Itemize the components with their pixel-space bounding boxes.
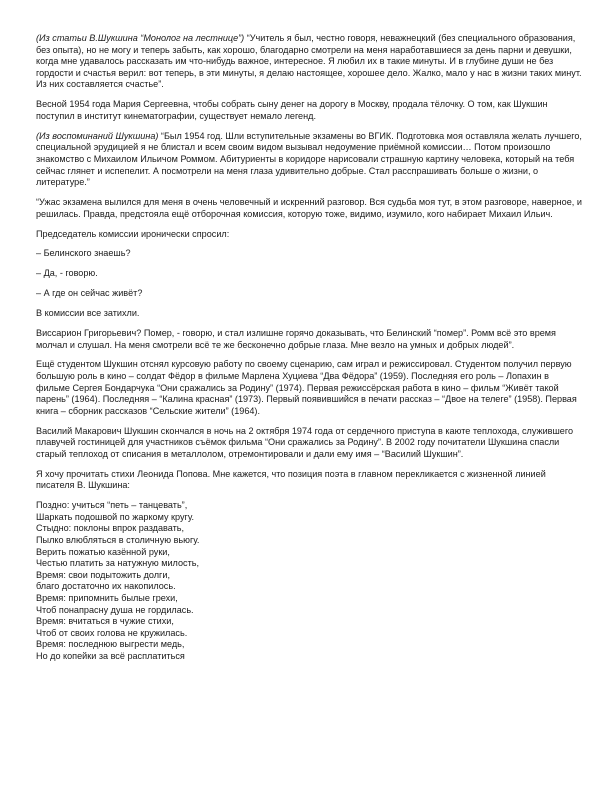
paragraph-text: – Да, - говорю.	[36, 268, 98, 279]
paragraph-text: Я хочу прочитать стихи Леонида Попова. Мне кажется, что позиция поэта в главном перекликается с жизненной линией писателя В. Шукшина:	[36, 468, 546, 491]
paragraph-2	[36, 99, 582, 122]
paragraph-text: Председатель комиссии иронически спросил:	[36, 228, 230, 239]
paragraph-text: Ещё студентом Шукшин отснял курсовую работу по своему сценарию, сам играл и режиссировал. Студентом получил первую большую роль в кино – солдат Фёдор в фильме Марлена Хуциева “Два Фёдора” (1959). Последняя его роль – Лопахин в фильме Сергея Бондарчука “Они сражались за Родину” (1974). Первая режиссёрская работа в кино – фильм “Живёт такой парень” (1964). Последняя – “Калина красная” (1973). Первый появившийся в печати рассказ – “Двое на телеге” (1958). Первая книга – сборник рассказов “Сельские жители” (1964).	[36, 359, 577, 416]
poem-line: Время: свои подытожить долги,	[36, 569, 170, 580]
poem-line: Время: вчитаться в чужие стихи,	[36, 616, 174, 627]
paragraph-12	[36, 426, 582, 461]
poem-line: Шаркать подошвой по жаркому кругу.	[36, 511, 194, 522]
paragraph-text: – А где он сейчас живёт?	[36, 288, 143, 299]
poem-line: Время: припомнить былые грехи,	[36, 593, 178, 604]
paragraph-5	[36, 229, 582, 241]
poem-line: Поздно: учиться “петь – танцевать”,	[36, 500, 188, 511]
paragraph-3	[36, 131, 582, 189]
poem-line: Стыдно: поклоны впрок раздавать,	[36, 523, 185, 534]
poem-line: Чтоб от своих голова не кружилась.	[36, 627, 188, 638]
dialogue-line	[36, 248, 582, 260]
poem-line: Чтоб понапрасну душа не гордилась.	[36, 604, 194, 615]
paragraph-text: “Был 1954 год. Шли вступительные экзамены во ВГИК. Подготовка моя оставляла желать лучшего, специальной эрудицией я не блистал и всем своим видом вызывал недоумение приёмной комиссии… Потом произошло знакомство с Михаилом Ильичом Роммом. Абитуриенты в коридоре нарисовали страшную картину человека, который на тебя сейчас глянет и испепелит. А посмотрели на меня глаза удивительно добрые. Стал расспрашивать больше о жизни, о литературе.”	[36, 130, 582, 188]
paragraph-text: Василий Макарович Шукшин скончался в ночь на 2 октября 1974 года от сердечного приступа в каюте теплохода, служившего плавучей гостиницей для участников съёмок фильма “Они сражались за Родину”. В 2002 году почитатели Шукшина спасли старый теплоход от списания в металлолом, отремонтировали и дали ему имя – “Василий Шукшин”.	[36, 425, 574, 459]
article-body	[36, 33, 582, 663]
source-citation: (Из воспоминаний Шукшина)	[36, 130, 159, 141]
paragraph-text: В комиссии все затихли.	[36, 308, 140, 319]
paragraph-1	[36, 33, 582, 91]
paragraph-text: Весной 1954 года Мария Сергеевна, чтобы собрать сыну денег на дорогу в Москву, продала тёлочку. О том, как Шукшин поступил в институт кинематографии, существует немало легенд.	[36, 99, 548, 121]
poem	[36, 500, 582, 662]
paragraph-4	[36, 197, 582, 220]
paragraph-13	[36, 469, 582, 492]
poem-line: Но до копейки за всё расплатиться	[36, 650, 185, 661]
paragraph-10	[36, 328, 582, 351]
paragraph-11	[36, 359, 582, 417]
poem-line: Верить пожатью казённой руки,	[36, 546, 170, 557]
paragraph-text: – Белинского знаешь?	[36, 248, 131, 259]
poem-line: Пылко влюбляться в столичную вьюгу.	[36, 535, 200, 546]
poem-line: благо достаточно их накопилось.	[36, 581, 176, 592]
source-citation: (Из статьи В.Шукшина “Монолог на лестнице”)	[36, 33, 245, 43]
paragraph-9	[36, 308, 582, 320]
poem-line: Честью платить за натужную милость,	[36, 558, 199, 569]
paragraph-text: Виссарион Григорьевич? Помер, - говорю, и стал излишне горячо доказывать, что Белинский “помер”. Ромм всё это время молчал и слушал. На меня смотрели всё те же бесконечно добрые глаза. Мне везло на умных и добрых людей”.	[36, 327, 556, 350]
dialogue-line	[36, 268, 582, 280]
paragraph-text: “Учитель я был, честно говоря, неважнецкий (без специального образования, без опыта), но не могу и теперь забыть, как хорошо, благодарно смотрели на меня наработавшиеся за день парни и девушки, когда мне удавалось рассказать им что-нибудь важное, интересное. Я любил их в такие минуты. И в глубине души не без гордости и счастья верил: вот теперь, в эти минуты, я делаю настоящее, хорошее дело. Жалко, мало у нас в жизни таких минут. Из них составляется счастье”.	[36, 33, 582, 90]
dialogue-line	[36, 288, 582, 300]
poem-line: Время: последнюю выгрести медь,	[36, 639, 185, 650]
paragraph-text: “Ужас экзамена вылился для меня в очень человечный и искренний разговор. Вся судьба моя тут, в этом разговоре, наверное, и решилась. Правда, предстояла ещё отборочная комиссия, которую тоже, видимо, изумило, кого набирает Михаил Ильич.	[36, 197, 582, 219]
